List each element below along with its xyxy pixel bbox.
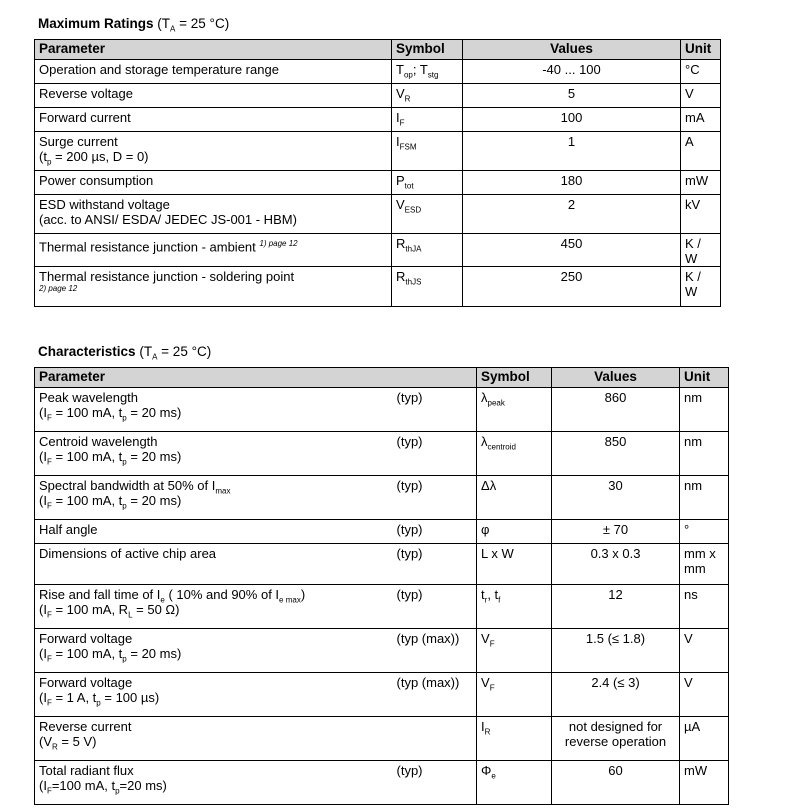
param-text-line2 — [39, 778, 389, 796]
symbol-sub: e — [491, 771, 496, 781]
value-cell: 1.5 (≤ 1.8) — [552, 629, 680, 673]
param-text: Reverse current — [39, 719, 132, 734]
p2b: = 5 V) — [57, 734, 97, 749]
symbol-sub: ESD — [404, 205, 422, 215]
param-cell — [35, 267, 392, 307]
symbol-sub: R — [484, 727, 491, 737]
symbol-sub: R — [404, 94, 411, 104]
symbol-cell — [477, 388, 552, 432]
param-text: Spectral bandwidth at 50% of I — [39, 478, 216, 493]
symbol-sub: peak — [487, 398, 505, 408]
param-text-line2 — [39, 449, 389, 467]
symbol-text: P — [396, 173, 405, 188]
table-row — [35, 544, 729, 585]
p2b-sub: p — [122, 501, 127, 511]
param-text: Thermal resistance junction - ambient — [39, 239, 260, 255]
param-sub: e — [160, 595, 165, 605]
unit-cell: V — [680, 673, 729, 717]
param-text: Thermal resistance junction - soldering point — [39, 269, 295, 284]
value-cell — [552, 717, 680, 761]
p2b: = 100 mA, t — [51, 646, 123, 661]
header-symbol: Symbol — [477, 368, 552, 388]
max-ratings-condition-rest: = 25 °C) — [175, 16, 230, 31]
table-row — [35, 717, 729, 761]
unit-cell: V — [681, 84, 721, 108]
symbol-text: Φ — [481, 763, 492, 778]
typ-cell: (typ (max)) — [393, 629, 477, 673]
symbol-cell — [477, 673, 552, 717]
p2b: = 100 mA, t — [51, 493, 123, 508]
characteristics-condition-sub: A — [152, 352, 158, 362]
symbol-text-b: , t — [487, 587, 499, 602]
p2c: =20 ms) — [119, 778, 167, 793]
header-parameter: Parameter — [35, 40, 392, 60]
symbol-cell — [477, 585, 552, 629]
param2-a: (t — [39, 149, 47, 164]
header-values: Values — [552, 368, 680, 388]
param-text-line2 — [39, 602, 389, 620]
value-text-line2: reverse operation — [564, 734, 667, 749]
param-cell — [35, 60, 392, 84]
p2c: = 20 ms) — [126, 405, 182, 420]
param-text: Power consumption — [39, 173, 154, 188]
symbol-cell — [392, 171, 463, 195]
param-text-line2 — [39, 734, 389, 752]
header-unit: Unit — [680, 368, 729, 388]
symbol-sub: F — [489, 683, 495, 693]
header-parameter: Parameter — [35, 368, 477, 388]
symbol-text: V — [481, 631, 490, 646]
symbol-sub: tot — [404, 181, 414, 191]
param-text: ESD withstand voltage — [39, 197, 170, 212]
symbol-text: I — [481, 719, 485, 734]
header-symbol: Symbol — [392, 40, 463, 60]
table-row — [35, 585, 729, 629]
param2-sub: p — [46, 157, 52, 167]
p2a-sub: F — [46, 457, 52, 467]
symbol-sub: F — [399, 118, 405, 128]
unit-cell: µA — [680, 717, 729, 761]
unit-cell: °C — [681, 60, 721, 84]
max-ratings-table — [34, 39, 721, 307]
param-text: Forward current — [39, 110, 131, 125]
p2a-sub: F — [46, 698, 52, 708]
typ-cell: (typ) — [393, 585, 477, 629]
unit-cell — [680, 544, 729, 585]
max-ratings-title-text: Maximum Ratings — [38, 16, 154, 31]
p2b: = 100 mA, R — [51, 602, 129, 617]
unit-cell: mW — [681, 171, 721, 195]
unit-cell: K / W — [681, 267, 721, 307]
param-cell — [35, 673, 393, 717]
param-cell — [35, 84, 392, 108]
symbol-cell — [477, 629, 552, 673]
p2b: = 100 mA, t — [51, 449, 123, 464]
unit-text-line2: mm — [684, 561, 706, 576]
p2b: = 100 mA, t — [51, 405, 123, 420]
param-text-line2 — [39, 646, 389, 664]
symbol-text: t — [481, 587, 485, 602]
p2c: = 20 ms) — [126, 449, 182, 464]
value-cell: -40 ... 100 — [463, 60, 681, 84]
p2a-sub: R — [52, 742, 58, 752]
symbol-text: R — [396, 236, 406, 251]
table-row — [35, 432, 729, 476]
value-cell: 1 — [463, 132, 681, 171]
max-ratings-condition-sub: A — [170, 24, 176, 34]
typ-cell: (typ) — [393, 388, 477, 432]
p2a-sub: F — [46, 413, 52, 423]
param-cell — [35, 171, 392, 195]
symbol-text-b: ; T — [412, 62, 428, 77]
p2b-sub: p — [96, 698, 101, 708]
symbol-cell — [392, 60, 463, 84]
value-cell: 30 — [552, 476, 680, 520]
table-row — [35, 234, 721, 267]
p2a-sub: F — [46, 610, 52, 620]
param-cell — [35, 195, 392, 234]
table-row — [35, 267, 721, 307]
param-cell — [35, 476, 393, 520]
symbol-sub: thJA — [405, 244, 422, 254]
value-cell: 450 — [463, 234, 681, 267]
p2c: = 20 ms) — [126, 493, 182, 508]
value-text: not designed for — [568, 719, 663, 734]
symbol-sub-b: stg — [427, 70, 439, 80]
param-text: Centroid wavelength — [39, 434, 158, 449]
table-row — [35, 520, 729, 544]
unit-cell: mA — [681, 108, 721, 132]
p2b: = 1 A, t — [51, 690, 97, 705]
param-text: Surge current — [39, 134, 118, 149]
p2a: (I — [39, 602, 47, 617]
param-cell — [35, 132, 392, 171]
unit-cell: ns — [680, 585, 729, 629]
param-text: Total radiant flux — [39, 763, 134, 778]
typ-cell: (typ (max)) — [393, 673, 477, 717]
p2a: (I — [39, 405, 47, 420]
p2a: (I — [39, 493, 47, 508]
typ-cell: (typ) — [393, 761, 477, 805]
unit-cell: kV — [681, 195, 721, 234]
typ-cell: (typ) — [393, 476, 477, 520]
value-cell: 860 — [552, 388, 680, 432]
symbol-text: I — [396, 110, 400, 125]
param-text: Operation and storage temperature range — [39, 62, 279, 77]
param-cell — [35, 717, 393, 761]
symbol-cell — [477, 717, 552, 761]
table-row — [35, 84, 721, 108]
typ-cell — [393, 717, 477, 761]
p2b-sub: p — [115, 786, 120, 796]
symbol-text: T — [396, 62, 404, 77]
value-cell: 12 — [552, 585, 680, 629]
p2b-sub: p — [122, 413, 127, 423]
table-row — [35, 388, 729, 432]
symbol-text: V — [396, 86, 405, 101]
symbol-text: R — [396, 269, 406, 284]
param-text: Rise and fall time of I — [39, 587, 161, 602]
p2c: = 50 Ω) — [132, 602, 180, 617]
footnote-ref[interactable]: 1) page 12 — [259, 239, 298, 248]
symbol-text: V — [396, 197, 405, 212]
value-cell: 2 — [463, 195, 681, 234]
characteristics-condition-rest: = 25 °C) — [157, 344, 212, 359]
value-cell: 100 — [463, 108, 681, 132]
param-sub: max — [215, 486, 231, 496]
symbol-text: Δλ — [481, 478, 497, 493]
p2b: =100 mA, t — [51, 778, 116, 793]
symbol-text: λ — [481, 390, 488, 405]
p2a: (I — [39, 646, 47, 661]
p2a: (I — [39, 690, 47, 705]
p2b-sub: p — [122, 457, 127, 467]
p2c: = 100 µs) — [100, 690, 160, 705]
param-text-line2 — [39, 690, 389, 708]
param-text-line2 — [39, 149, 387, 167]
unit-cell: V — [680, 629, 729, 673]
table-row — [35, 60, 721, 84]
symbol-cell: φ — [477, 520, 552, 544]
param-text-line2 — [39, 493, 389, 511]
param-text: Peak wavelength — [39, 390, 139, 405]
header-values: Values — [463, 40, 681, 60]
p2a: (V — [39, 734, 52, 749]
max-ratings-title — [38, 16, 230, 34]
value-cell: ± 70 — [552, 520, 680, 544]
value-cell: 60 — [552, 761, 680, 805]
typ-cell: (typ) — [393, 520, 477, 544]
unit-cell: K / W — [681, 234, 721, 267]
symbol-sub: op — [403, 70, 413, 80]
param-cell — [35, 761, 393, 805]
characteristics-title-text: Characteristics — [38, 344, 136, 359]
param-cell — [35, 234, 392, 267]
symbol-sub: F — [489, 639, 495, 649]
characteristics-header-row — [35, 368, 729, 388]
symbol-cell — [392, 84, 463, 108]
symbol-sub: FSM — [399, 142, 417, 152]
symbol-cell — [392, 108, 463, 132]
characteristics-condition: (T — [139, 344, 153, 359]
param-text: Forward voltage — [39, 675, 133, 690]
symbol-cell — [392, 234, 463, 267]
unit-cell: ° — [680, 520, 729, 544]
typ-cell: (typ) — [393, 544, 477, 585]
symbol-cell — [477, 761, 552, 805]
symbol-sub: centroid — [487, 442, 516, 452]
symbol-sub-b: f — [498, 595, 501, 605]
param-cell: Dimensions of active chip area — [35, 544, 393, 585]
value-cell: 5 — [463, 84, 681, 108]
unit-cell: A — [681, 132, 721, 171]
symbol-cell: L x W — [477, 544, 552, 585]
table-row — [35, 171, 721, 195]
param-sub2: e max — [279, 595, 301, 605]
symbol-cell — [392, 195, 463, 234]
unit-cell: nm — [680, 432, 729, 476]
symbol-text: λ — [481, 434, 488, 449]
p2a-sub: F — [46, 654, 52, 664]
table-row — [35, 108, 721, 132]
header-unit: Unit — [681, 40, 721, 60]
table-row — [35, 195, 721, 234]
p2a: (I — [39, 449, 47, 464]
param-text-line2 — [39, 405, 389, 423]
table-row — [35, 761, 729, 805]
unit-cell: mW — [680, 761, 729, 805]
param-rest: ( 10% and 90% of I — [164, 587, 280, 602]
table-row — [35, 673, 729, 717]
characteristics-table — [34, 367, 729, 805]
p2a-sub: F — [46, 786, 52, 796]
param-cell — [35, 432, 393, 476]
footnote-ref[interactable]: 2) page 12 — [39, 284, 78, 293]
param-cell — [35, 629, 393, 673]
value-cell: 2.4 (≤ 3) — [552, 673, 680, 717]
unit-text: mm x — [684, 546, 716, 561]
symbol-text: I — [396, 134, 400, 149]
symbol-cell — [477, 432, 552, 476]
max-ratings-condition: (T — [157, 16, 171, 31]
value-cell: 0.3 x 0.3 — [552, 544, 680, 585]
unit-cell: nm — [680, 388, 729, 432]
param-cell — [35, 108, 392, 132]
symbol-text: V — [481, 675, 490, 690]
value-cell: 180 — [463, 171, 681, 195]
value-cell: 250 — [463, 267, 681, 307]
table-row — [35, 476, 729, 520]
characteristics-title — [38, 344, 212, 362]
param-cell — [35, 388, 393, 432]
p2b-sub: p — [122, 654, 127, 664]
param-text: Reverse voltage — [39, 86, 133, 101]
symbol-cell — [392, 267, 463, 307]
symbol-sub: thJS — [405, 277, 422, 287]
max-ratings-header-row — [35, 40, 721, 60]
table-row — [35, 629, 729, 673]
param-rest2: ) — [300, 587, 306, 602]
param-cell — [35, 585, 393, 629]
table-row — [35, 132, 721, 171]
p2a-sub: F — [46, 501, 52, 511]
typ-cell: (typ) — [393, 432, 477, 476]
param-cell: Half angle — [35, 520, 393, 544]
symbol-sub: r — [484, 595, 488, 605]
param2-rest: = 200 µs, D = 0) — [51, 149, 149, 164]
value-cell: 850 — [552, 432, 680, 476]
symbol-cell — [477, 476, 552, 520]
symbol-cell — [392, 132, 463, 171]
param-text: Forward voltage — [39, 631, 133, 646]
p2a: (I — [39, 778, 47, 793]
param-text-line2: (acc. to ANSI/ ESDA/ JEDEC JS-001 - HBM) — [39, 212, 297, 227]
p2c: = 20 ms) — [126, 646, 182, 661]
unit-cell: nm — [680, 476, 729, 520]
p2b-sub: L — [128, 610, 133, 620]
